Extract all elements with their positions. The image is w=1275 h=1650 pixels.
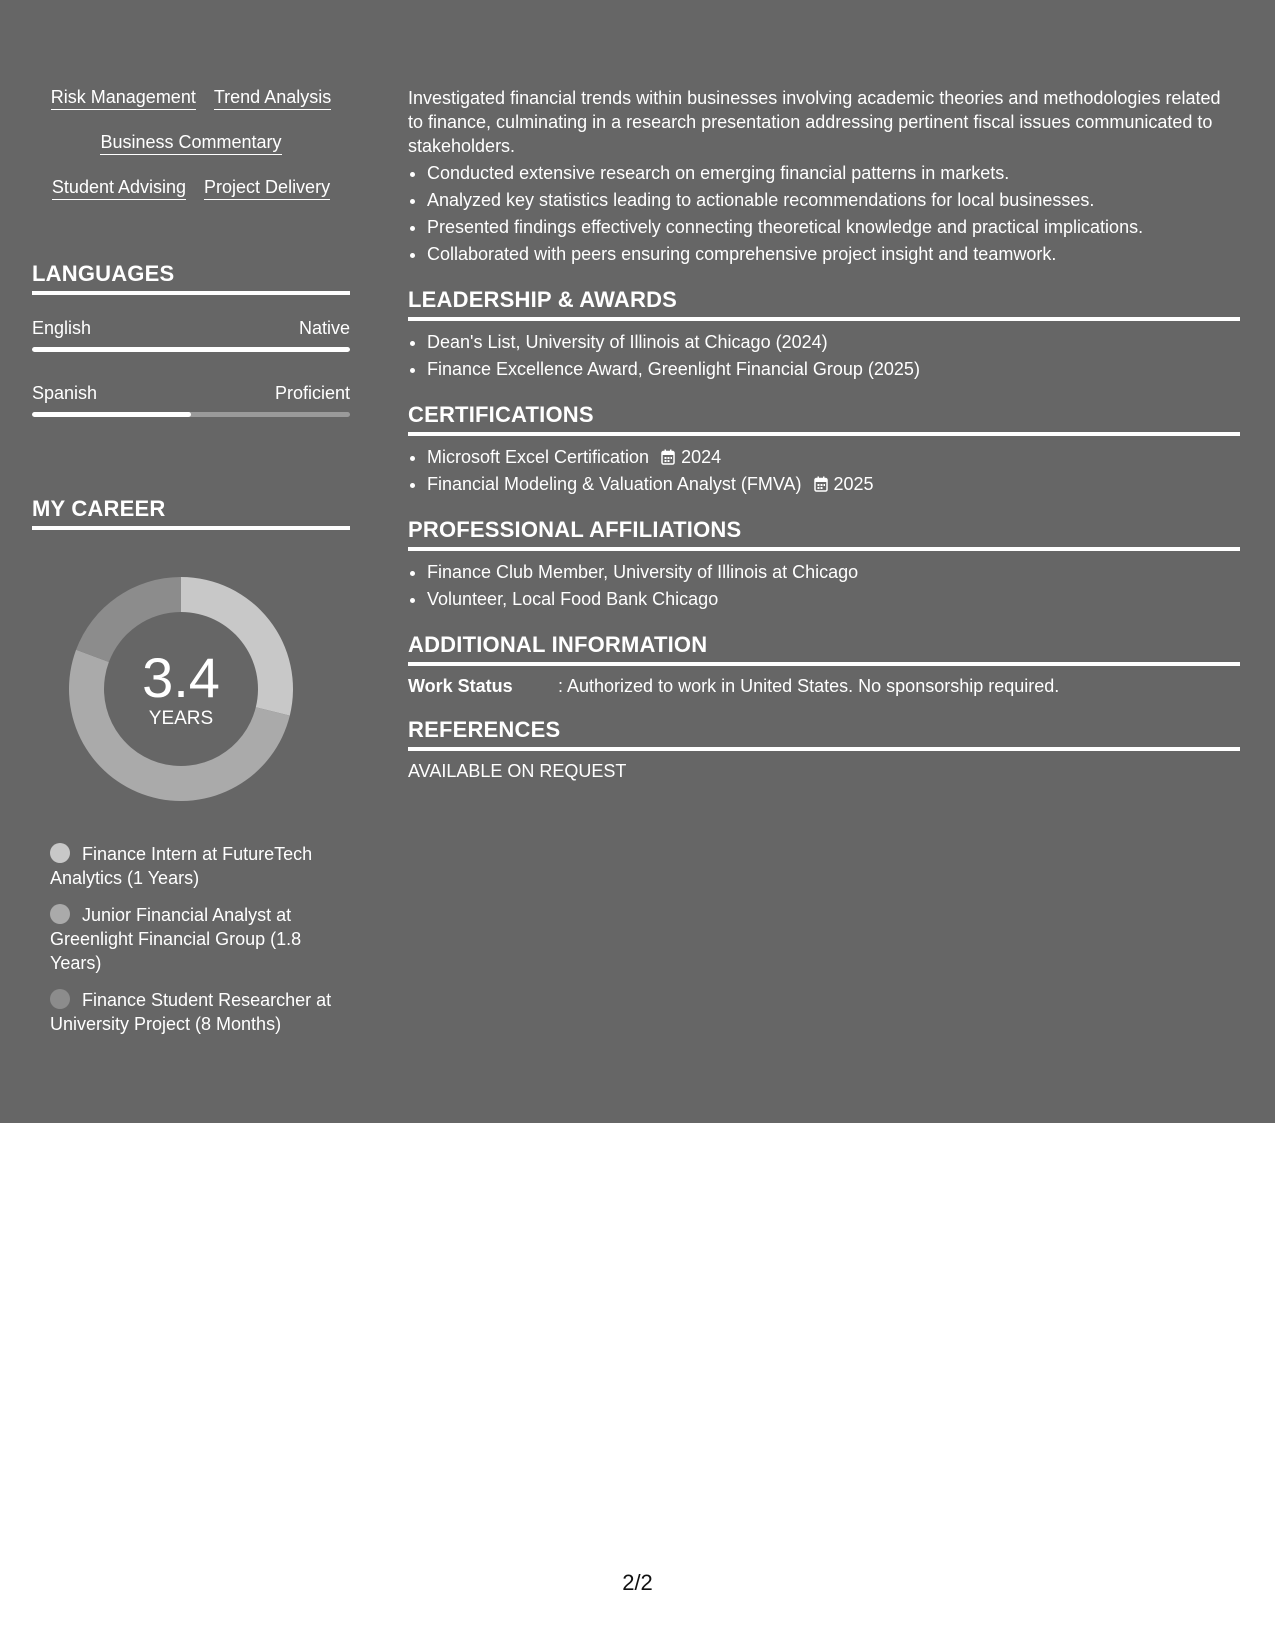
language-proficiency-fill — [32, 347, 350, 352]
language-proficiency-fill — [32, 412, 191, 417]
career-total-years: 3.4 — [142, 646, 220, 709]
affiliations-heading: PROFESSIONAL AFFILIATIONS — [408, 517, 1240, 551]
certification-name: Financial Modeling & Valuation Analyst (FMVA) — [427, 474, 802, 494]
work-status-label: Work Status — [408, 676, 513, 696]
leadership-heading: LEADERSHIP & AWARDS — [408, 287, 1240, 321]
legend-dot — [50, 904, 70, 924]
legend-dot — [50, 843, 70, 863]
skill-tag: Risk Management — [51, 86, 196, 110]
references-section — [408, 717, 1240, 783]
affiliations-section — [408, 517, 1240, 613]
certification-item — [427, 471, 1240, 498]
calendar-icon — [814, 476, 828, 492]
skills-row — [32, 176, 350, 221]
list-item: • Finance Club Member, University of Illinois at Chicago — [427, 559, 1240, 586]
project-bullets — [408, 160, 1240, 268]
skills-row — [32, 86, 350, 131]
right-column — [408, 86, 1240, 783]
donut-center — [66, 574, 296, 804]
references-text: AVAILABLE ON REQUEST — [408, 761, 627, 781]
leadership-section — [408, 287, 1240, 383]
list-item: • Volunteer, Local Food Bank Chicago — [427, 586, 1240, 613]
skill-tag: Project Delivery — [204, 176, 330, 200]
skills-row — [32, 131, 350, 176]
language-name: English — [32, 318, 92, 338]
skills-list — [32, 86, 350, 221]
career-legend-item — [50, 903, 340, 975]
career-legend-label: Finance Intern at FutureTech Analytics (1 Years) — [50, 844, 313, 888]
career-heading: MY CAREER — [32, 496, 350, 530]
language-item — [32, 382, 350, 417]
project-description: Investigated financial trends within businesses involving academic theories and methodologies related to finance, culminating in a research presentation addressing pertinent fiscal issues communicated to stakeholders. — [408, 88, 1221, 156]
work-status-value: : Authorized to work in United States. No sponsorship required. — [558, 676, 1060, 696]
skill-tag: Student Advising — [52, 176, 186, 200]
certifications-heading: CERTIFICATIONS — [408, 402, 1240, 436]
additional-section — [408, 632, 1240, 698]
language-level: Native — [298, 318, 350, 338]
career-donut-chart — [66, 574, 296, 804]
language-item — [32, 317, 350, 352]
skill-tag: Business Commentary — [100, 131, 281, 155]
list-item: • Dean's List, University of Illinois at Chicago (2024) — [427, 329, 1240, 356]
career-legend-item — [50, 842, 340, 890]
list-item: • Conducted extensive research on emerging financial patterns in markets. — [427, 160, 1240, 187]
career-legend-item — [50, 988, 340, 1036]
list-item: • Finance Excellence Award, Greenlight Financial Group (2025) — [427, 356, 1240, 383]
work-status-row — [408, 674, 1240, 698]
certification-year: 2025 — [833, 474, 874, 494]
list-item: • Presented findings effectively connecting theoretical knowledge and practical implications. — [427, 214, 1240, 241]
certification-year: 2024 — [681, 447, 722, 467]
career-legend-label: Junior Financial Analyst at Greenlight Financial Group (1.8 Years) — [50, 905, 302, 973]
calendar-icon — [661, 449, 675, 465]
languages-heading: LANGUAGES — [32, 261, 350, 295]
language-proficiency-bar — [32, 347, 350, 352]
legend-dot — [50, 989, 70, 1009]
left-column — [32, 86, 350, 1049]
language-level: Proficient — [274, 383, 350, 403]
page-number: 2/2 — [622, 1570, 653, 1595]
list-item: • Collaborated with peers ensuring comprehensive project insight and teamwork. — [427, 241, 1240, 268]
references-heading: REFERENCES — [408, 717, 1240, 751]
certification-item — [427, 444, 1240, 471]
certifications-section — [408, 402, 1240, 498]
skill-tag: Trend Analysis — [214, 86, 331, 110]
career-legend-label: Finance Student Researcher at University Project (8 Months) — [50, 990, 332, 1034]
additional-heading: ADDITIONAL INFORMATION — [408, 632, 1240, 666]
language-proficiency-bar — [32, 412, 350, 417]
list-item: • Analyzed key statistics leading to actionable recommendations for local businesses. — [427, 187, 1240, 214]
career-total-unit: YEARS — [148, 708, 214, 729]
certification-name: Microsoft Excel Certification — [427, 447, 650, 467]
career-legend — [50, 842, 340, 1036]
language-name: Spanish — [32, 383, 98, 403]
